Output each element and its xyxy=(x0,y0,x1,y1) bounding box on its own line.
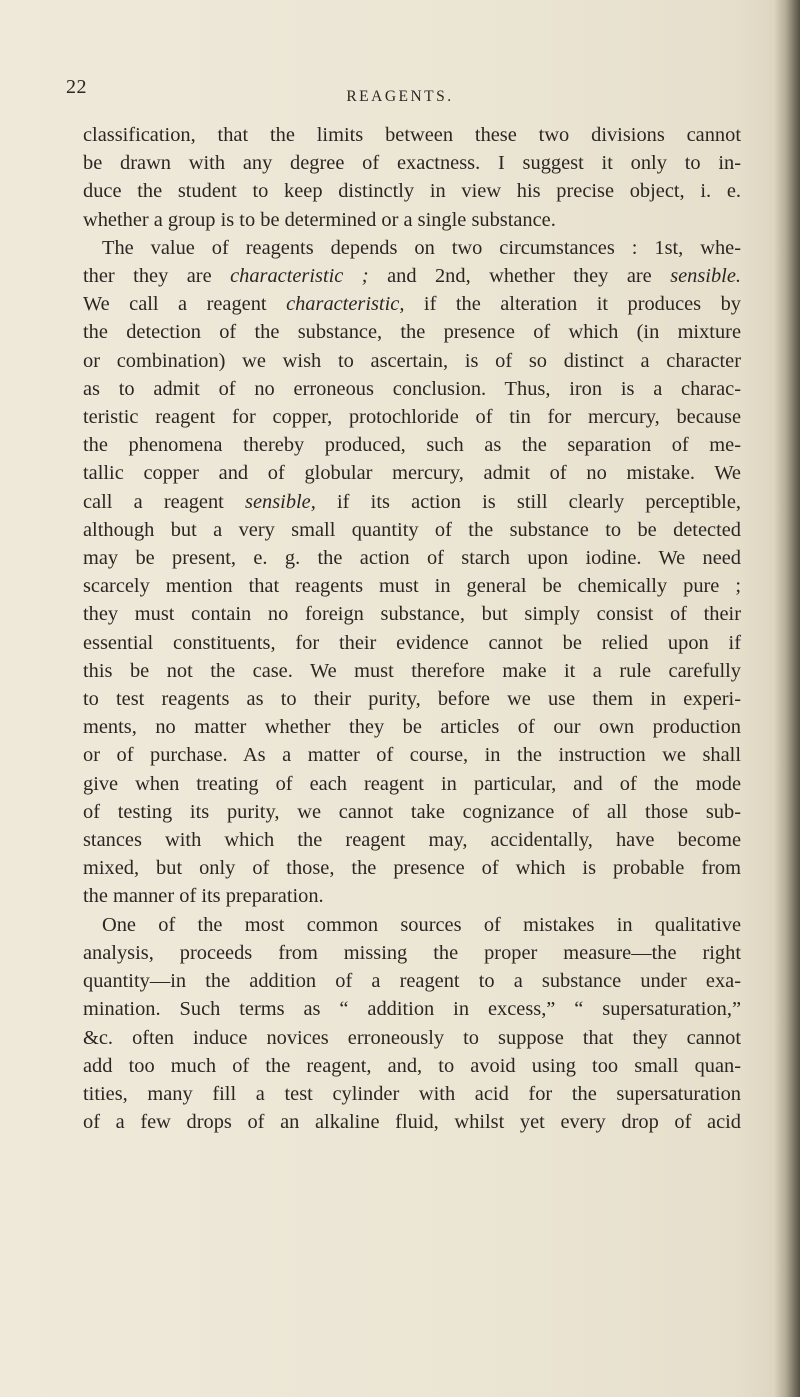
text-run: and 2nd, whether they are xyxy=(368,265,671,288)
text-line: tallic copper and of globular mercury, admit of no mistake. We xyxy=(83,462,741,485)
text-line xyxy=(83,262,741,290)
text-line: One of the most common sources of mistakes in qualitative xyxy=(102,913,741,936)
text-line: tities, many fill a test cylinder with acid for the supersaturation xyxy=(83,1082,741,1105)
body-text xyxy=(83,121,741,1136)
text-line: whether a group is to be determined or a single substance. xyxy=(83,208,556,231)
text-line: The value of reagents depends on two circumstances : 1st, whe- xyxy=(102,236,741,259)
text-line: be drawn with any degree of exactness. I suggest it only to in- xyxy=(83,152,741,175)
italic-term: characteristic, xyxy=(286,293,405,316)
text-run: if its action is still clearly perceptible, xyxy=(315,490,741,513)
text-line xyxy=(83,290,741,318)
text-line: although but a very small quantity of the substance to be detected xyxy=(83,518,741,541)
page-edge-shadow xyxy=(774,0,800,1397)
text-line: &c. often induce novices erroneously to suppose that they cannot xyxy=(83,1026,741,1049)
text-line: mination. Such terms as “ addition in excess,” “ supersaturation,” xyxy=(83,998,741,1021)
text-line xyxy=(83,488,741,516)
text-line: essential constituents, for their evidence cannot be relied upon if xyxy=(83,631,741,654)
text-line: give when treating of each reagent in particular, and of the mode xyxy=(83,772,741,795)
text-line: mixed, but only of those, the presence of which is probable from xyxy=(83,857,741,880)
text-line: may be present, e. g. the action of starch upon iodine. We need xyxy=(83,547,741,570)
text-line: add too much of the reagent, and, to avoid using too small quan- xyxy=(83,1054,741,1077)
text-line: of testing its purity, we cannot take cognizance of all those sub- xyxy=(83,800,741,823)
text-line: stances with which the reagent may, accidentally, have become xyxy=(83,829,741,852)
text-run: call a reagent xyxy=(83,490,246,513)
text-line: classification, that the limits between these two divisions cannot xyxy=(83,124,741,146)
text-run: ther they are xyxy=(83,265,231,288)
page-number: 22 xyxy=(66,76,87,98)
italic-term: sensible. xyxy=(670,265,741,288)
text-line: of a few drops of an alkaline fluid, whilst yet every drop of acid xyxy=(83,1111,741,1134)
text-run: if the alteration it produces by xyxy=(404,293,741,316)
text-line: or of purchase. As a matter of course, in the instruction we shall xyxy=(83,744,741,767)
text-line: to test reagents as to their purity, before we use them in experi- xyxy=(83,688,741,711)
text-line: quantity—in the addition of a reagent to a substance under exa- xyxy=(83,970,741,993)
running-head: REAGENTS. xyxy=(346,88,454,105)
text-line: this be not the case. We must therefore make it a rule carefully xyxy=(83,659,741,682)
text-line: they must contain no foreign substance, but simply consist of their xyxy=(83,603,741,626)
italic-term: sensible, xyxy=(245,490,316,513)
text-line: teristic reagent for copper, protochloride of tin for mercury, because xyxy=(83,406,741,429)
text-line: the phenomena thereby produced, such as the separation of me- xyxy=(83,434,741,457)
text-line: analysis, proceeds from missing the proper measure—the right xyxy=(83,941,741,964)
text-run: We call a reagent xyxy=(83,293,287,316)
text-line: the detection of the substance, the presence of which (in mixture xyxy=(83,321,741,344)
text-line: as to admit of no erroneous conclusion. Thus, iron is a charac- xyxy=(83,377,741,400)
text-line: duce the student to keep distinctly in view his precise object, i. e. xyxy=(83,180,741,203)
text-line: ments, no matter whether they be articles of our own production xyxy=(83,716,741,739)
text-line: the manner of its preparation. xyxy=(83,885,324,908)
text-line: scarcely mention that reagents must in general be chemically pure ; xyxy=(83,575,741,598)
text-line: or combination) we wish to ascertain, is of so distinct a character xyxy=(83,349,741,372)
italic-term: characteristic ; xyxy=(230,265,369,288)
